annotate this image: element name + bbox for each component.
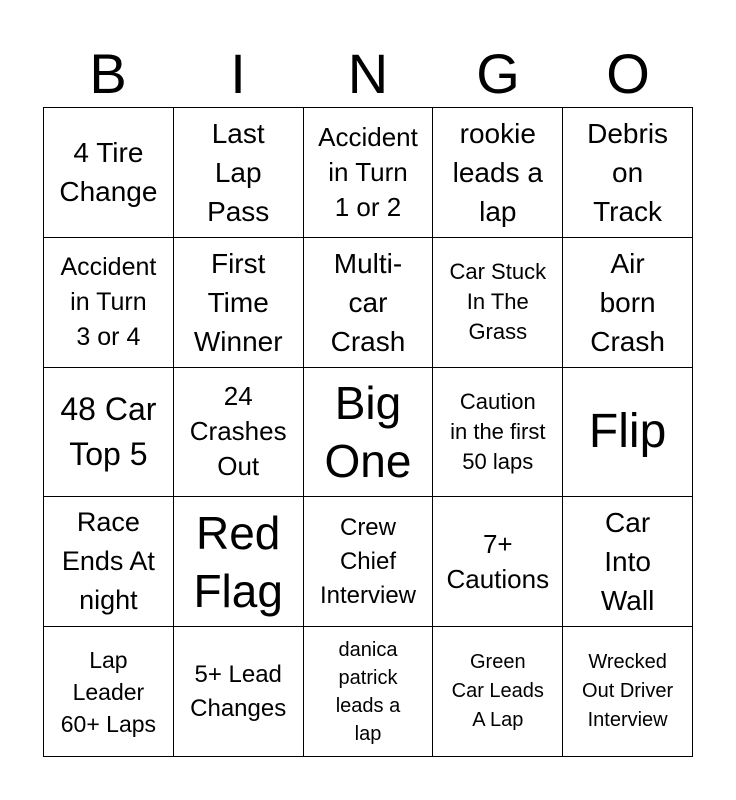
cell-label: Wrecked Out Driver Interview xyxy=(582,651,674,732)
header-letter-i: I xyxy=(230,42,246,105)
bingo-cell-i4[interactable] xyxy=(174,497,304,627)
bingo-cell-n2[interactable] xyxy=(304,238,434,368)
bingo-cell-g1[interactable] xyxy=(433,108,563,238)
cell-label: First Time Winner xyxy=(193,247,283,357)
cell-label: Red Flag xyxy=(193,506,283,617)
bingo-cell-i1[interactable] xyxy=(174,108,304,238)
cell-label: 24 Crashes Out xyxy=(189,381,287,482)
header-letter-o: O xyxy=(606,42,650,105)
bingo-cell-o5[interactable] xyxy=(563,627,693,757)
bingo-cell-b1[interactable] xyxy=(44,108,174,238)
bingo-cell-o2[interactable] xyxy=(563,238,693,368)
cell-label: danica patrick leads a lap xyxy=(335,638,401,745)
cell-label: Accident in Turn 1 or 2 xyxy=(318,121,418,222)
bingo-cell-o4[interactable] xyxy=(563,497,693,627)
bingo-cell-g3[interactable] xyxy=(433,368,563,498)
header-letter-g: G xyxy=(476,42,520,105)
header-letter-b: B xyxy=(89,42,127,105)
bingo-cell-i2[interactable] xyxy=(174,238,304,368)
cell-label: Air born Crash xyxy=(590,247,665,357)
cell-label: Last Lap Pass xyxy=(207,117,270,227)
bingo-header xyxy=(43,40,693,108)
bingo-cell-n3[interactable] xyxy=(304,368,434,498)
bingo-board xyxy=(43,107,693,757)
bingo-cell-b5[interactable] xyxy=(44,627,174,757)
cell-label: Lap Leader 60+ Laps xyxy=(60,646,157,737)
cell-label: Debris on Track xyxy=(587,117,669,227)
cell-label: Car Into Wall xyxy=(600,507,655,617)
cell-label: Crew Chief Interview xyxy=(319,513,417,609)
cell-label: 7+ Cautions xyxy=(446,528,550,594)
cell-label: Flip xyxy=(588,404,667,458)
cell-label: rookie leads a lap xyxy=(452,117,543,227)
cell-label: 4 Tire Change xyxy=(59,137,158,208)
cell-label: Race Ends At night xyxy=(61,507,155,616)
bingo-cell-o3[interactable] xyxy=(563,368,693,498)
bingo-cell-g2[interactable] xyxy=(433,238,563,368)
bingo-cell-g5[interactable] xyxy=(433,627,563,757)
cell-label: Caution in the first 50 laps xyxy=(450,388,546,474)
bingo-cell-b3[interactable] xyxy=(44,368,174,498)
bingo-cell-b4[interactable] xyxy=(44,497,174,627)
bingo-cell-i5[interactable] xyxy=(174,627,304,757)
bingo-cell-n4[interactable] xyxy=(304,497,434,627)
header-letter-n: N xyxy=(347,42,389,105)
bingo-cell-n1[interactable] xyxy=(304,108,434,238)
bingo-cell-g4[interactable] xyxy=(433,497,563,627)
cell-label: Green Car Leads A Lap xyxy=(451,651,544,732)
bingo-cell-b2[interactable] xyxy=(44,238,174,368)
cell-label: Multi- car Crash xyxy=(330,247,406,357)
bingo-cell-i3[interactable] xyxy=(174,368,304,498)
cell-label: Accident in Turn 3 or 4 xyxy=(60,252,157,351)
cell-label: Car Stuck In The Grass xyxy=(449,259,547,345)
bingo-cell-n5[interactable] xyxy=(304,627,434,757)
cell-label: Big One xyxy=(324,376,412,487)
cell-label: 48 Car Top 5 xyxy=(60,390,157,472)
cell-label: 5+ Lead Changes xyxy=(190,660,287,722)
bingo-cell-o1[interactable] xyxy=(563,108,693,238)
